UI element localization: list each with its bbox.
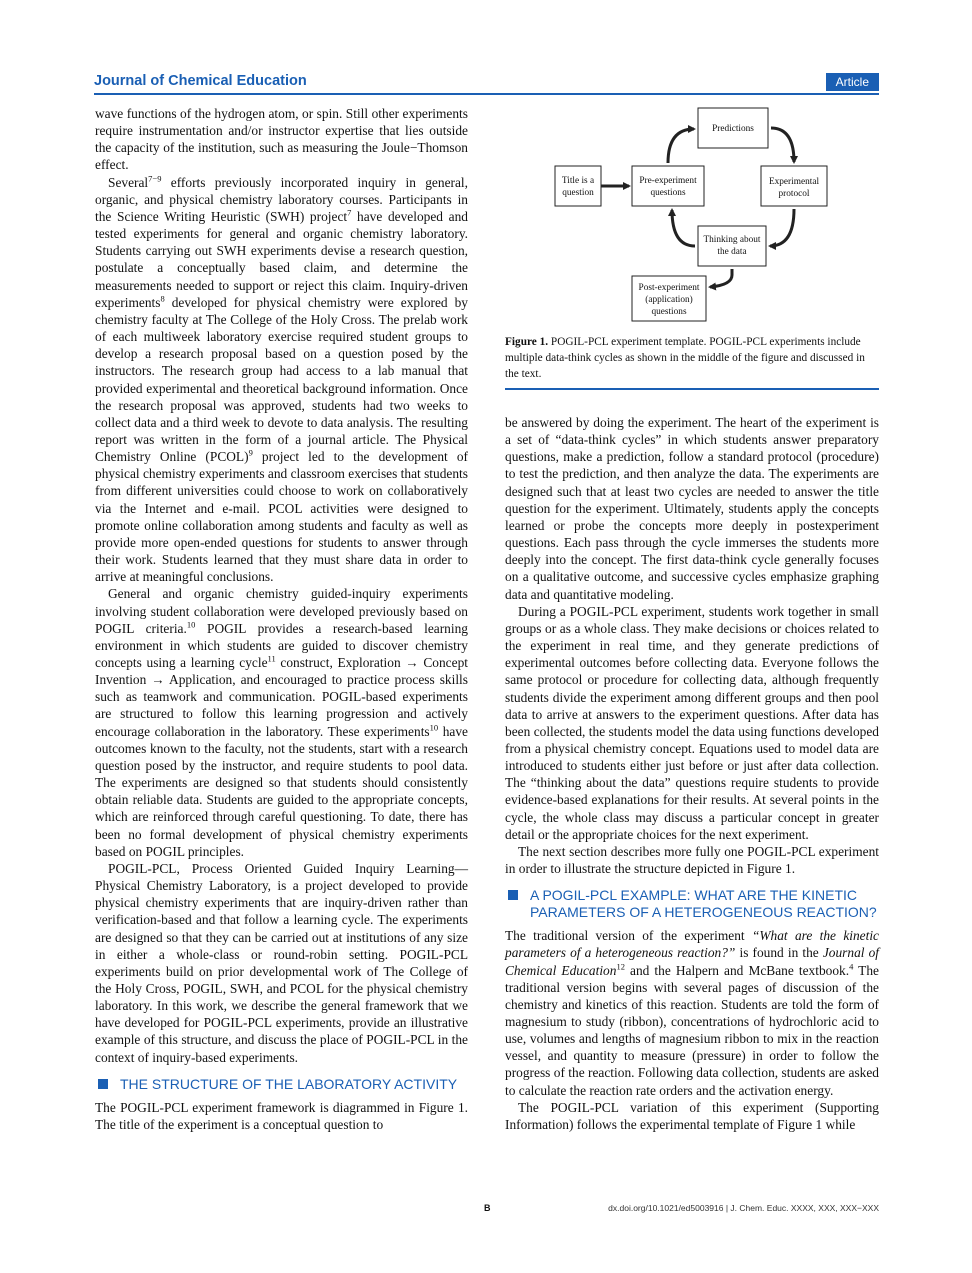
page-footer bbox=[94, 1203, 879, 1217]
pre-experiment-box bbox=[632, 166, 704, 206]
arrow bbox=[770, 209, 794, 246]
paragraph: The POGIL-PCL variation of this experiment (Supporting Information) follows the experimental template of Figure 1 while bbox=[505, 1099, 879, 1132]
box-label: Experimental bbox=[768, 177, 820, 187]
citation-ref[interactable]: 7 bbox=[347, 207, 352, 218]
arrow bbox=[668, 129, 694, 163]
arrow bbox=[672, 210, 695, 246]
page-header bbox=[94, 73, 879, 95]
section-heading: A POGIL-PCL EXAMPLE: WHAT ARE THE KINETIC PARAMETERS OF A HETEROGENEOUS REACTION? bbox=[505, 887, 879, 921]
journal-name: Journal of Chemical Education bbox=[94, 73, 307, 89]
citation-ref[interactable]: 12 bbox=[616, 961, 625, 972]
doi-link[interactable]: dx.doi.org/10.1021/ed5003916 | J. Chem. Educ. XXXX, XXX, XXX−XXX bbox=[608, 1203, 879, 1213]
citation-ref[interactable]: 7−9 bbox=[148, 173, 162, 184]
paragraph: The traditional version of the experiment “What are the kinetic parameters of a heterogeneous reaction?” is found in the Journal of Chemical Education$^{12}$ and the Halpern and McBane textbook.$^4$ The traditional version begins with several pages of discussion of the chemistry and kinetics of this reaction. Students are told the form of magnesium to study (ribbon), concentrations of hydrochloric acid to use, volumes and lengths of magnesium ribbon to mix in the reaction vessel, and quantity to measure (pressure) in order to follow the progress of the reaction. Following data collection, students are asked to calculate the reaction rate orders and the activation energy. bbox=[505, 928, 880, 1098]
box-label: Pre-experiment bbox=[639, 176, 697, 186]
heading-square-icon bbox=[508, 890, 518, 900]
citation-ref[interactable]: 11 bbox=[267, 653, 276, 664]
box-label: the data bbox=[717, 247, 747, 257]
left-column bbox=[95, 105, 468, 1133]
box-label: Post-experiment bbox=[638, 283, 700, 293]
paragraph: General and organic chemistry guided-inquiry experiments involving student collaboration were developed previously based on POGIL criteria.$^{10}$ POGIL provides a research-based learning environment in which students are guided to discover chemistry concepts using a learning cycle$^{11}$ construct, Exploration → Concept Invention → Application, and encouraged to practice process skills such as teamwork and communication. POGIL-based experiments are structured to follow this learning progression and actively encourage collaboration in the laboratory. These experiments$^{10}$ have outcomes known to the faculty, not the students, start with a research question posed by the instructor, and require students to pool data. The experiments are designed so that students should consistently obtain reliable data. Students are guided to the appropriate concepts, which are reinforced through careful questioning. To date, there has been no formal development of physical chemistry experiments based on POGIL principles. bbox=[95, 586, 468, 859]
paragraph: The next section describes more fully one POGIL-PCL experiment in order to illustrate the structure depicted in Figure 1. bbox=[505, 843, 879, 877]
paragraph: POGIL-PCL, Process Oriented Guided Inquiry Learning—Physical Chemistry Laboratory, is a project developed to provide physical chemistry experiments that are inquiry-driven rather than verification-based and that follow a learning cycle. The experiments are designed so that they can be carried out at institutions of any size in either a whole-class or round-robin setting. POGIL-PCL experiments build on prior developmental work of The College of the Holy Cross, POGIL, SWH, and PCOL for the physical chemistry laboratory. In this work, we describe the general framework that we have developed for POGIL-PCL experiments, provide an illustrative example of this structure, and discuss the place of POGIL-PCL in the context of inquiry-based experiments. bbox=[95, 860, 468, 1065]
pogil-cycle-diagram bbox=[505, 105, 879, 330]
paragraph: wave functions of the hydrogen atom, or spin. Still other experiments require instrumentation and/or instructor expertise that lies outside the capacity of the institution, such as measuring the Joule−Thomson effect. bbox=[95, 106, 468, 173]
page-number: B bbox=[484, 1203, 491, 1213]
arrow bbox=[710, 269, 732, 287]
box-label: question bbox=[562, 188, 594, 198]
citation-ref[interactable]: 10 bbox=[186, 619, 196, 630]
thinking-data-box bbox=[698, 226, 766, 266]
box-label: protocol bbox=[778, 189, 810, 199]
box-label: Predictions bbox=[712, 124, 754, 134]
paragraph: Several$^{7-9}$ efforts previously incorporated inquiry in general, organic, and physical chemistry laboratory courses. Participants in the Science Writing Heuristic (SWH) project$^7$ have developed and tested experiments for general and organic chemistry laboratory. Students carrying out SWH experiments devise a research question, postulate a conceptually based claim, and determine the measurements needed to support or reject this claim. Inquiry-driven experiments$^8$ developed for physical chemistry were explored by chemistry faculty at The College of the Holy Cross. The prelab work of each multiweek laboratory exercise required student groups to develop a research proposal based on a question posed by the instructors. The research group had access to a lab manual that provided experimental and theoretical background information. Once the research proposal was approved, students had two weeks to collect data and a third week to devote to data analysis. The resulting report was written in the form of a journal article. The Physical Chemistry Online (PCOL)$^9$ project led to the development of physical chemistry experiments and classroom exercises that students from different universities could choose to work on collaboratively via the Internet and e-mail. PCOL activities were designed to promote online collaboration among students and faculty as well as provide more open-ended questions for students to answer through their work. Students learned that they must share data in order to arrive at meaningful conclusions. bbox=[95, 173, 468, 585]
paragraph: During a POGIL-PCL experiment, students work together in small groups or as a whole class. They make decisions or choices related to the experiment in real time, and they generate predictions of experimental outcomes before collecting data. Everyone follows the same protocol or procedure for collecting data, although frequently students divide the experiment among different groups and then pool data to arrive at answers to the experiment questions. After data has been collected, the students model the data using functions developed from a physical chemistry concept. Equations used to model data are introduced to students either just before or just after data collection. The “thinking about the data” questions require students to provide evidence-based explanations for their results. At several points in the cycle, the whole class may discuss a particular concept in greater detail or the appropriate choices for the next experiment. bbox=[505, 603, 879, 842]
paragraph: The POGIL-PCL experiment framework is diagrammed in Figure 1. The title of the experiment is a conceptual question to bbox=[95, 1099, 468, 1132]
box-label: Thinking about bbox=[703, 235, 761, 245]
section-heading: THE STRUCTURE OF THE LABORATORY ACTIVITY bbox=[95, 1076, 468, 1093]
citation-ref[interactable]: 8 bbox=[160, 293, 165, 304]
box-label: (application) bbox=[645, 295, 693, 305]
arrow bbox=[771, 128, 794, 162]
article-type-badge: Article bbox=[826, 73, 879, 91]
box-label: questions bbox=[651, 307, 687, 317]
title-question-box bbox=[555, 166, 601, 206]
citation-ref[interactable]: 10 bbox=[429, 722, 439, 733]
figure-1 bbox=[505, 105, 879, 390]
heading-square-icon bbox=[98, 1079, 108, 1089]
right-column bbox=[505, 414, 879, 1133]
paragraph: be answered by doing the experiment. The heart of the experiment is a set of “data-think cycles” in which students answer preparatory questions, make a prediction, follow a standard protocol (procedure) to test the prediction, and then analyze the data. The experiments are designed such that at least two cycles are needed to answer the title question for the experiment. Ultimately, students apply the concepts learned or probe the concepts more deeply in postexperiment questions. Each pass through the cycle immerses the students more deeply into the concept. The first data-think cycle generally focuses on a qualitative outcome, and successive cycles emphasize graphing data and quantitative modeling. bbox=[505, 415, 879, 602]
citation-ref[interactable]: 9 bbox=[248, 447, 253, 458]
figure-caption: Figure 1. POGIL-PCL experiment template. POGIL-PCL experiments include multiple data-think cycles as shown in the middle of the figure and discussed in the text. bbox=[505, 336, 865, 380]
citation-ref[interactable]: 4 bbox=[849, 961, 854, 972]
box-label: questions bbox=[650, 188, 686, 198]
caption-label: Figure 1. bbox=[505, 336, 549, 348]
box-label: Title is a bbox=[561, 176, 595, 186]
